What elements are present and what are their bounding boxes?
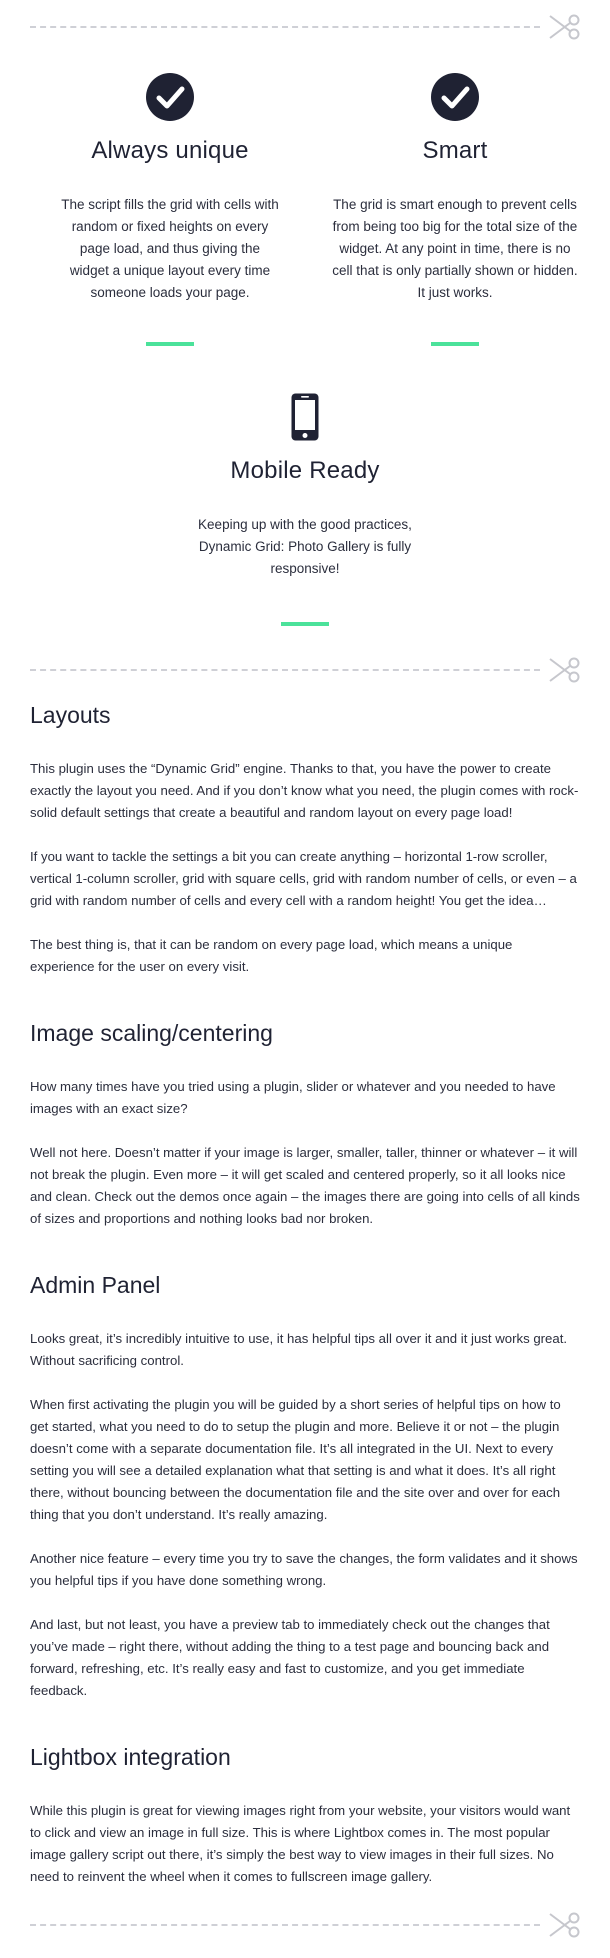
paragraph: When first activating the plugin you will be guided by a short series of helpful tips on how to get started, what you need to do to setup the plugin and more. Believe it or not – the plugin doesn’t come with a separate documentation file. It’s all integrated in the UI. Next to every setting you will see a detailed explanation what that setting is and what it does. It’s all right there, without bouncing between the documentation file and the site over and over for each thing that you don’t understand. It’s really amazing. bbox=[30, 1397, 561, 1522]
dashed-line bbox=[30, 1924, 540, 1926]
paragraph: And last, but not least, you have a preview tab to immediately check out the changes that you’ve made – right there, without adding the thing to a test page and bouncing back and forward, refreshing, etc. It’s really easy and fast to customize, and you get immediate feedback. bbox=[30, 1617, 550, 1698]
feature-always-unique bbox=[60, 72, 280, 346]
check-circle-icon bbox=[430, 72, 480, 122]
paragraph: Looks great, it’s incredibly intuitive to use, it has helpful tips all over it and it just works great. Without sacrificing control. bbox=[30, 1331, 568, 1368]
accent-bar bbox=[431, 342, 479, 346]
paragraph: If you want to tackle the settings a bit you can create anything – horizontal 1-row scroller, vertical 1-column scroller, grid with square cells, grid with random number of cells, or even – a grid with random number of cells and every cell with a random height! You get the idea… bbox=[30, 849, 577, 908]
feature-text: Keeping up with the good practices, Dynamic Grid: Photo Gallery is fully responsive! bbox=[198, 517, 412, 576]
scissors-icon bbox=[548, 12, 580, 42]
scissors-icon bbox=[548, 655, 580, 685]
feature-title: Always unique bbox=[91, 137, 249, 164]
paragraph: This plugin uses the “Dynamic Grid” engine. Thanks to that, you have the power to create exactly the layout you need. And if you don’t know what you need, the plugin comes with rock-solid default settings that create a beautiful and random layout on every page load! bbox=[30, 761, 579, 820]
feature-title: Smart bbox=[422, 137, 488, 164]
feature-text: The grid is smart enough to prevent cells from being too big for the total size of the widget. At any point in time, there is no cell that is only partially shown or hidden. It just works. bbox=[332, 197, 578, 300]
accent-bar bbox=[146, 342, 194, 346]
section-heading-lightbox: Lightbox integration bbox=[30, 1744, 231, 1770]
feature-smart bbox=[330, 72, 580, 346]
paragraph: While this plugin is great for viewing images right from your website, your visitors would want to click and view an image in full size. This is where Lightbox comes in. The most popular image gallery script out there, it’s simply the best way to view images in their full sizes. No need to reinvent the wheel when it comes to fullscreen image gallery. bbox=[30, 1803, 571, 1884]
mobile-phone-icon bbox=[290, 392, 320, 442]
feature-mobile-ready bbox=[185, 392, 425, 626]
dashed-separator-bottom bbox=[30, 1910, 580, 1940]
scissors-icon bbox=[548, 1910, 580, 1940]
dashed-line bbox=[30, 669, 540, 671]
paragraph: How many times have you tried using a plugin, slider or whatever and you needed to have images with an exact size? bbox=[30, 1079, 556, 1116]
section-heading-layouts: Layouts bbox=[30, 702, 111, 728]
accent-bar bbox=[281, 622, 329, 626]
feature-title: Mobile Ready bbox=[230, 457, 380, 484]
dashed-separator-top bbox=[30, 12, 580, 42]
dashed-separator-middle bbox=[30, 655, 580, 685]
check-circle-icon bbox=[145, 72, 195, 122]
section-heading-admin-panel: Admin Panel bbox=[30, 1272, 161, 1298]
paragraph: Another nice feature – every time you try to save the changes, the form validates and it shows you helpful tips if you have done something wrong. bbox=[30, 1551, 578, 1588]
dashed-line bbox=[30, 26, 540, 28]
paragraph: Well not here. Doesn’t matter if your image is larger, smaller, taller, thinner or whatever – it will not break the plugin. Even more – it will get scaled and centered properly, so it all looks nice and clean. Check out the demos once again – the images there are going into cells of all kinds of sizes and proportions and nothing looks bad nor broken. bbox=[30, 1145, 580, 1226]
feature-text: The script fills the grid with cells with random or fixed heights on every page load, and thus giving the widget a unique layout every time someone loads your page. bbox=[61, 197, 279, 300]
article bbox=[30, 700, 580, 1888]
paragraph: The best thing is, that it can be random on every page load, which means a unique experience for the user on every visit. bbox=[30, 937, 513, 974]
section-heading-image-scaling: Image scaling/centering bbox=[30, 1020, 273, 1046]
